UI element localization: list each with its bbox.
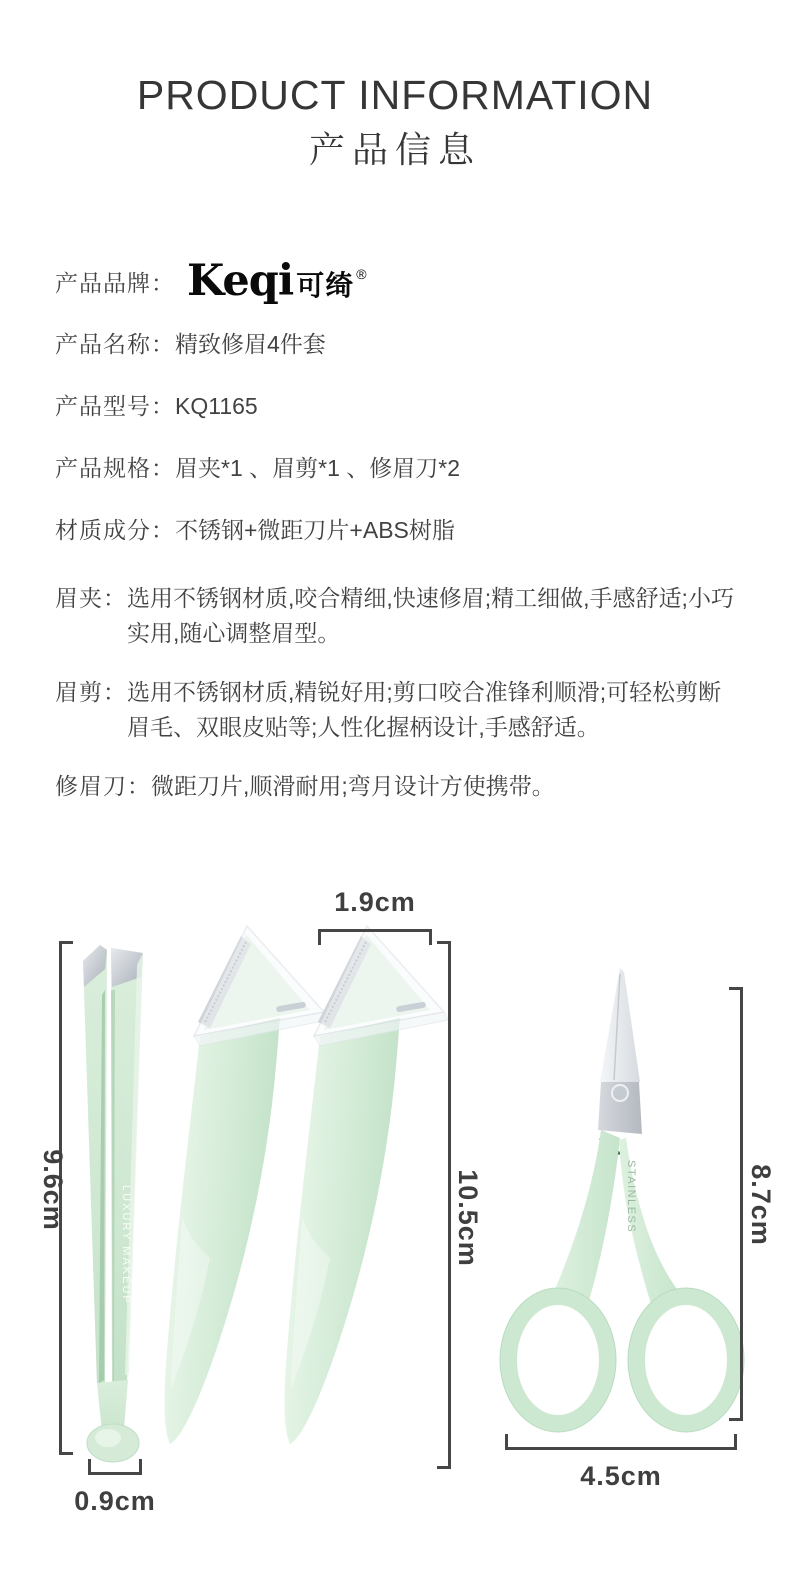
desc-value: 选用不锈钢材质,咬合精细,快速修眉;精工细做,手感舒适;小巧实用,随心调整眉型。 (127, 584, 734, 646)
dim-bracket-scissors-width (505, 1434, 737, 1450)
desc-label: 修眉刀： (55, 772, 151, 799)
spec-label: 产品名称： (55, 330, 175, 357)
desc-label: 眉剪： (55, 678, 127, 705)
spec-value: 眉夹*1 、眉剪*1 、修眉刀*2 (175, 454, 461, 481)
registered-mark: ® (356, 266, 367, 283)
page-title: PRODUCT INFORMATION (136, 72, 654, 118)
dim-label-tweezers-height: 9.6cm (38, 1149, 68, 1231)
desc-label: 眉夹： (55, 584, 127, 611)
dim-label-scissors-height: 8.7cm (746, 1164, 776, 1246)
tweezers-engraving: LUXURY MAKEUP (120, 1185, 132, 1305)
spec-label: 材质成分： (55, 516, 175, 543)
spec-value: 不锈钢+微距刀片+ABS树脂 (175, 516, 455, 543)
dim-label-scissors-width: 4.5cm (580, 1461, 662, 1491)
spec-value: KQ1165 (175, 392, 258, 419)
dim-label-razor-height: 10.5cm (453, 1169, 483, 1267)
brand-logo-latin: Keqi (187, 256, 294, 307)
desc-value: 微距刀片,顺滑耐用;弯月设计方使携带。 (151, 772, 555, 799)
dim-bracket-tweezers-width (88, 1459, 142, 1475)
brand-logo-zh: 可绮 (296, 270, 355, 302)
dim-label-tweezers-width: 0.9cm (74, 1486, 156, 1516)
scissors-image (492, 962, 757, 1452)
spec-label: 产品规格： (55, 454, 175, 481)
dim-bracket-razor-width (318, 929, 432, 945)
dim-bracket-razor-height (437, 941, 451, 1469)
scissors-screw (612, 1085, 628, 1101)
brand-label: 产品品牌： (55, 269, 175, 296)
desc-value: 选用不锈钢材质,精锐好用;剪口咬合准锋利顺滑;可轻松剪断眉毛、双眼皮贴等;人性化握柄设计,手感舒适。 (127, 678, 722, 740)
scissors-engraving: STAINLESS (625, 1160, 637, 1234)
dim-label-razor-width: 1.9cm (334, 887, 416, 917)
dim-bracket-scissors-height (729, 987, 743, 1421)
eyebrow-razor-image-2 (278, 918, 458, 1463)
spec-label: 产品型号： (55, 392, 175, 419)
spec-value: 精致修眉4件套 (175, 330, 326, 357)
page-subtitle: 产品信息 (308, 129, 481, 171)
